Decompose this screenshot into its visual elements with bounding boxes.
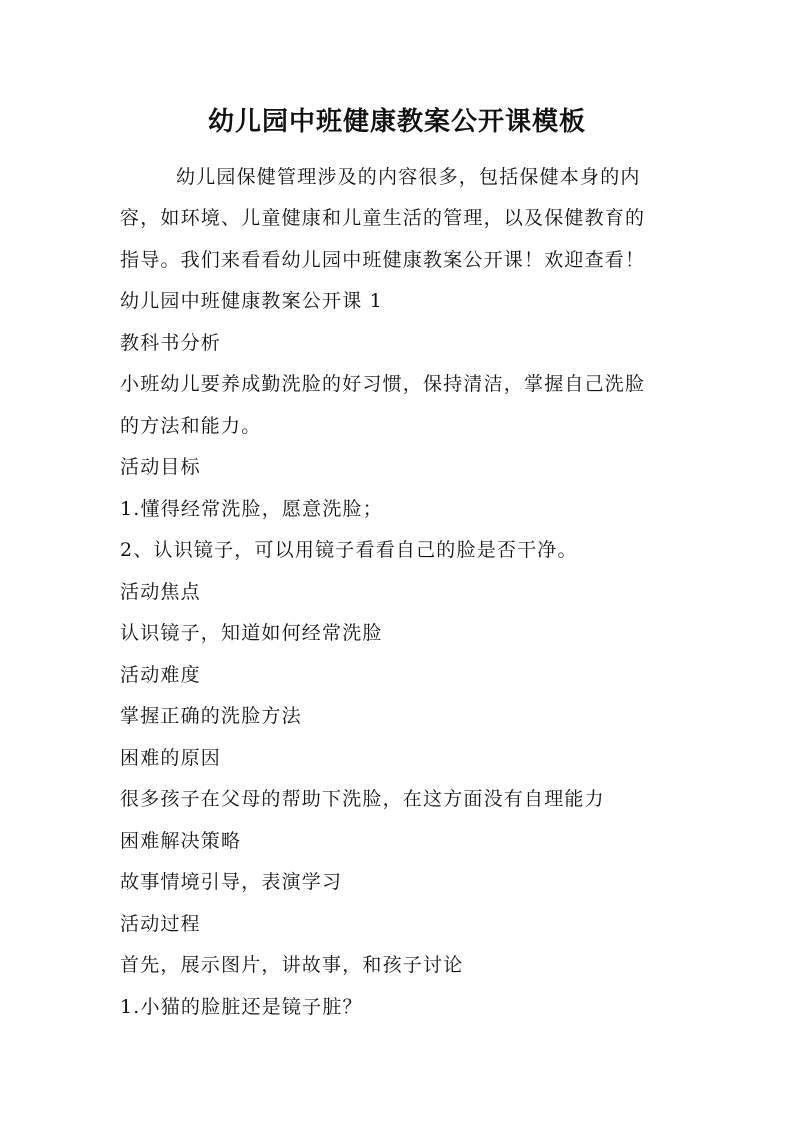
analysis-line-1: 小班幼儿要养成勤洗脸的好习惯，保持清洁，掌握自己洗脸 <box>120 373 646 395</box>
intro-paragraph-line-1: 幼儿园保健管理涉及的内容很多，包括保健本身的内 <box>176 166 641 188</box>
heading-difficulty-reason: 困难的原因 <box>120 747 222 769</box>
strategy-text: 故事情境引导，表演学习 <box>120 871 343 893</box>
heading-activity-process: 活动过程 <box>120 913 201 935</box>
section-heading-lesson-1: 幼儿园中班健康教案公开课 1 <box>120 290 383 312</box>
heading-textbook-analysis: 教科书分析 <box>120 332 222 354</box>
heading-activity-goals: 活动目标 <box>120 456 201 478</box>
reason-text: 很多孩子在父母的帮助下洗脸，在这方面没有自理能力 <box>120 788 605 810</box>
heading-activity-focus: 活动焦点 <box>120 581 201 603</box>
goal-item-1: 1.懂得经常洗脸，愿意洗脸； <box>120 498 383 520</box>
document-title: 幼儿园中班健康教案公开课模板 <box>207 107 586 137</box>
heading-activity-difficulty: 活动难度 <box>120 664 201 686</box>
analysis-line-2: 的方法和能力。 <box>120 415 262 437</box>
process-step-intro: 首先，展示图片，讲故事，和孩子讨论 <box>120 954 464 976</box>
process-question-1: 1.小猫的脸脏还是镜子脏？ <box>120 996 363 1018</box>
heading-solution-strategy: 困难解决策略 <box>120 830 242 852</box>
goal-item-2: 2、认识镜子，可以用镜子看看自己的脸是否干净。 <box>120 539 578 561</box>
focus-text: 认识镜子，知道如何经常洗脸 <box>120 622 383 644</box>
difficulty-text: 掌握正确的洗脸方法 <box>120 705 302 727</box>
intro-paragraph-line-2: 容，如环境、儿童健康和儿童生活的管理，以及保健教育的 <box>120 207 646 229</box>
intro-paragraph-line-3: 指导。我们来看看幼儿园中班健康教案公开课！欢迎查看！ <box>120 249 646 271</box>
